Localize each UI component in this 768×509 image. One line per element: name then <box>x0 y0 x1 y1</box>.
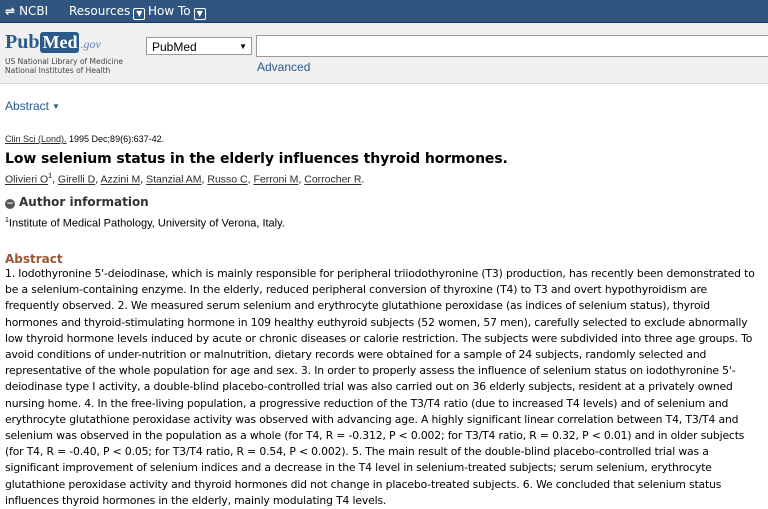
journal-link[interactable]: Clin Sci (Lond). <box>5 134 67 144</box>
nlm-caption[interactable] <box>5 57 123 75</box>
author-affiliation-number: 1 <box>48 173 53 180</box>
author-link[interactable]: Olivieri O <box>5 173 49 186</box>
affiliation-number: 1 <box>5 217 9 224</box>
resources-menu[interactable] <box>69 0 145 22</box>
advanced-search-link[interactable]: Advanced <box>257 60 311 74</box>
caret-down-icon: ▼ <box>52 102 60 111</box>
howto-menu[interactable] <box>148 0 206 22</box>
ncbi-label: NCBI <box>19 4 49 18</box>
author-separator: , <box>201 173 208 186</box>
citation-details: 1995 Dec;89(6):637-42. <box>66 134 165 144</box>
howto-label: How To <box>148 4 191 18</box>
pubmed-logo[interactable] <box>5 31 101 54</box>
chevron-down-icon: ▼ <box>133 8 145 20</box>
author-list <box>5 173 364 186</box>
affiliation <box>5 217 285 230</box>
author-link[interactable]: Azzini M <box>100 173 141 186</box>
author-link[interactable]: Girelli D <box>57 173 96 186</box>
resources-label: Resources <box>69 4 131 18</box>
author-separator: , <box>95 173 101 186</box>
format-toggle[interactable] <box>5 99 60 113</box>
collapse-icon: − <box>6 199 14 209</box>
author-info-toggle[interactable] <box>5 195 149 209</box>
pubmed-header <box>0 23 768 84</box>
author-info-label: Author information <box>19 195 149 209</box>
database-select[interactable] <box>146 37 252 55</box>
author-link[interactable]: Ferroni M <box>253 173 299 186</box>
article-title: Low selenium status in the elderly influences thyroid hormones. <box>5 151 508 167</box>
citation <box>5 134 164 144</box>
ncbi-logo-icon: ⇌ <box>5 4 16 18</box>
author-link[interactable]: Russo C <box>207 173 248 186</box>
affiliation-text: Institute of Medical Pathology, University of Verona, Italy. <box>8 217 285 230</box>
logo-pub: Pub <box>5 31 40 53</box>
author-separator: , <box>247 173 254 186</box>
author-link[interactable]: Corrocher R <box>304 173 362 186</box>
author-separator: . <box>361 173 365 186</box>
database-selected: PubMed <box>152 40 197 54</box>
dropdown-arrow-icon: ▼ <box>239 42 247 51</box>
logo-med: Med <box>42 32 78 52</box>
ncbi-home-link[interactable] <box>5 0 48 22</box>
logo-gov: .gov <box>80 37 101 51</box>
ncbi-top-bar <box>0 0 768 23</box>
chevron-down-icon: ▼ <box>194 8 206 20</box>
author-link[interactable]: Stanzial AM <box>146 173 202 186</box>
author-separator: , <box>52 173 58 186</box>
abstract-text: 1. Iodothyronine 5'-deiodinase, which is mainly responsible for peripheral triiodothyronine (T3) production, has recently been demonstrated to be a selenium-containing enzyme. In the elderly, reduced peripheral conversion of thyroxine (T4) to T3 and overt hypothyroidism are frequently observed. 2. We measured serum selenium and erythrocyte glutathione peroxidase (as indices of selenium status), thyroid hormones and thyroid-stimulating hormone in 109 healthy euthyroid subjects (52 women, 57 men), carefully selected to exclude abnormally low thyroid hormone levels induced by acute or chronic diseases or calorie restriction. The subjects were subdivided into three age groups. To avoid conditions of under-nutrition or malnutrition, dietary records were obtained for a sample of 24 subjects, randomly selected and representative of the whole population for age and sex. 3. In order to properly assess the influence of selenium status on iodothyronine 5'-deiodinase type I activity, a double-blind placebo-controlled trial was also carried out on 36 elderly subjects, resident at a privately owned nursing home. 4. In the free-living population, a progressive reduction of the T3/T4 ratio (due to increased T4 levels) and of selenium and erythrocyte glutathione peroxidase activity was observed with advancing age. A highly significant linear correlation between T4, T3/T4 and selenium was observed in the population as a whole (for T4, R = -0.312, P < 0.002; for T3/T4 ratio, R = 0.32, P < 0.01) and in older subjects (for T4, R = -0.40, P < 0.05; for T3/T4 ratio, R = 0.54, P < 0.002). 5. The main result of the double-blind placebo-controlled trial was a significant improvement of selenium indices and a decrease in the T4 level in selenium-treated subjects; serum selenium, erythrocyte glutathione peroxidase activity and thyroid hormones did not change in placebo-treated subjects. 6. We concluded that selenium status influences thyroid hormones in the elderly, mainly modulating T4 levels. <box>5 267 755 507</box>
nlm-line2: National Institutes of Health <box>5 66 111 75</box>
author-separator: , <box>140 173 147 186</box>
format-toggle-label: Abstract <box>5 99 50 113</box>
author-separator: , <box>298 173 305 186</box>
search-input[interactable] <box>256 35 768 57</box>
abstract-heading: Abstract <box>5 252 63 266</box>
nlm-line1: US National Library of Medicine <box>5 57 123 66</box>
